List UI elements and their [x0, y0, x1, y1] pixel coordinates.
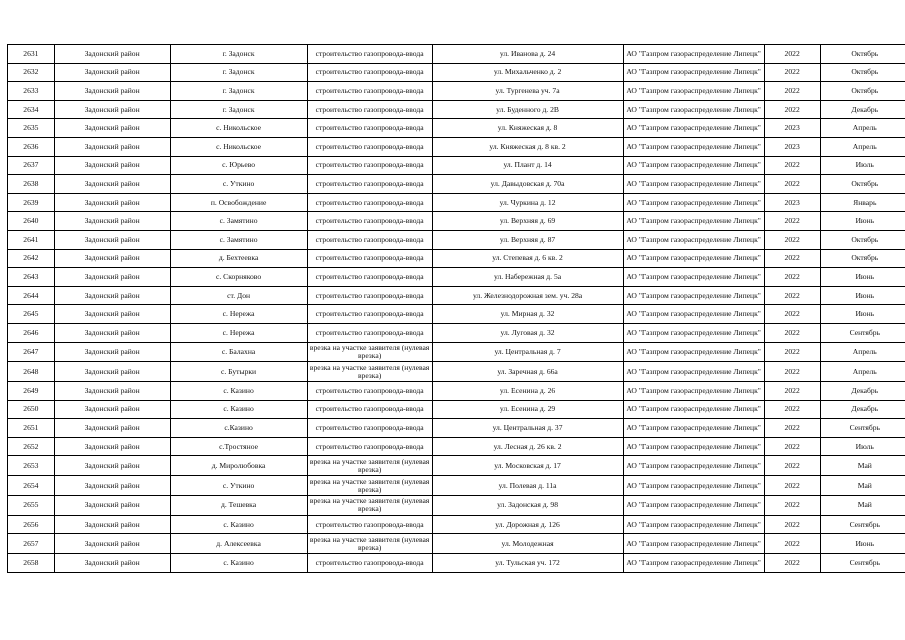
table-row: [8, 249, 905, 268]
month-cell: Июнь: [820, 286, 905, 305]
row-number-cell: 2646: [8, 323, 55, 342]
work-type-cell: строительство газопровода-ввода: [307, 63, 432, 82]
work-type-cell: строительство газопровода-ввода: [307, 400, 432, 419]
month-cell: Октябрь: [820, 45, 905, 64]
organization-cell: АО "Газпром газораспределение Липецк": [623, 382, 764, 401]
work-type-cell: строительство газопровода-ввода: [307, 249, 432, 268]
work-type-cell: строительство газопровода-ввода: [307, 212, 432, 231]
year-cell: 2022: [764, 323, 820, 342]
row-number-cell: 2634: [8, 100, 55, 119]
row-number-cell: 2652: [8, 437, 55, 456]
settlement-cell: с. Никольское: [170, 119, 307, 138]
address-cell: ул. Михальченко д. 2: [432, 63, 623, 82]
district-cell: Задонский район: [54, 515, 170, 534]
month-cell: Сентябрь: [820, 515, 905, 534]
row-number-cell: 2657: [8, 534, 55, 554]
address-cell: ул. Буденного д. 2В: [432, 100, 623, 119]
organization-cell: АО "Газпром газораспределение Липецк": [623, 534, 764, 554]
month-cell: Апрель: [820, 119, 905, 138]
month-cell: Май: [820, 496, 905, 516]
year-cell: 2022: [764, 268, 820, 287]
work-type-cell: врезка на участке заявителя (нулевая врезка): [307, 362, 432, 382]
table-row: [8, 63, 905, 82]
organization-cell: АО "Газпром газораспределение Липецк": [623, 437, 764, 456]
address-cell: ул. Московская д. 17: [432, 456, 623, 476]
organization-cell: АО "Газпром газораспределение Липецк": [623, 305, 764, 324]
gasification-table: [7, 44, 905, 573]
address-cell: ул. Центральная д. 37: [432, 419, 623, 438]
settlement-cell: д. Бехтеевка: [170, 249, 307, 268]
table-row: [8, 554, 905, 573]
month-cell: Декабрь: [820, 382, 905, 401]
district-cell: Задонский район: [54, 382, 170, 401]
month-cell: Апрель: [820, 137, 905, 156]
row-number-cell: 2647: [8, 342, 55, 362]
row-number-cell: 2632: [8, 63, 55, 82]
address-cell: ул. Заречная д. 66а: [432, 362, 623, 382]
year-cell: 2022: [764, 515, 820, 534]
settlement-cell: с. Скорняково: [170, 268, 307, 287]
settlement-cell: г. Задонск: [170, 63, 307, 82]
month-cell: Октябрь: [820, 249, 905, 268]
address-cell: ул. Тургенева уч. 7а: [432, 82, 623, 101]
month-cell: Июнь: [820, 212, 905, 231]
address-cell: ул. Дорожная д. 126: [432, 515, 623, 534]
month-cell: Октябрь: [820, 175, 905, 194]
month-cell: Январь: [820, 193, 905, 212]
table-row: [8, 419, 905, 438]
month-cell: Декабрь: [820, 400, 905, 419]
year-cell: 2022: [764, 419, 820, 438]
row-number-cell: 2656: [8, 515, 55, 534]
row-number-cell: 2653: [8, 456, 55, 476]
organization-cell: АО "Газпром газораспределение Липецк": [623, 230, 764, 249]
month-cell: Апрель: [820, 342, 905, 362]
district-cell: Задонский район: [54, 63, 170, 82]
table-row: [8, 515, 905, 534]
address-cell: ул. Мирная д. 32: [432, 305, 623, 324]
address-cell: ул. Задонская д. 98: [432, 496, 623, 516]
settlement-cell: с. Балахна: [170, 342, 307, 362]
organization-cell: АО "Газпром газораспределение Липецк": [623, 476, 764, 496]
work-type-cell: строительство газопровода-ввода: [307, 554, 432, 573]
organization-cell: АО "Газпром газораспределение Липецк": [623, 362, 764, 382]
row-number-cell: 2658: [8, 554, 55, 573]
row-number-cell: 2636: [8, 137, 55, 156]
table-row: [8, 82, 905, 101]
table-row: [8, 268, 905, 287]
month-cell: Октябрь: [820, 230, 905, 249]
address-cell: ул. Чуркина д. 12: [432, 193, 623, 212]
table-row: [8, 175, 905, 194]
year-cell: 2022: [764, 554, 820, 573]
row-number-cell: 2651: [8, 419, 55, 438]
table-row: [8, 137, 905, 156]
table-row: [8, 45, 905, 64]
year-cell: 2022: [764, 342, 820, 362]
month-cell: Май: [820, 456, 905, 476]
year-cell: 2022: [764, 63, 820, 82]
work-type-cell: врезка на участке заявителя (нулевая врезка): [307, 496, 432, 516]
address-cell: ул. Верхняя д. 87: [432, 230, 623, 249]
table-row: [8, 156, 905, 175]
year-cell: 2022: [764, 362, 820, 382]
work-type-cell: строительство газопровода-ввода: [307, 175, 432, 194]
address-cell: ул. Княжеская д. 8: [432, 119, 623, 138]
work-type-cell: врезка на участке заявителя (нулевая врезка): [307, 456, 432, 476]
settlement-cell: с.Тростяное: [170, 437, 307, 456]
settlement-cell: с. Юрьево: [170, 156, 307, 175]
table-row: [8, 323, 905, 342]
district-cell: Задонский район: [54, 286, 170, 305]
year-cell: 2022: [764, 382, 820, 401]
settlement-cell: с. Уткино: [170, 175, 307, 194]
month-cell: Июнь: [820, 305, 905, 324]
table-body: [8, 45, 905, 573]
month-cell: Июнь: [820, 268, 905, 287]
month-cell: Май: [820, 476, 905, 496]
row-number-cell: 2644: [8, 286, 55, 305]
table-row: [8, 100, 905, 119]
year-cell: 2022: [764, 437, 820, 456]
work-type-cell: строительство газопровода-ввода: [307, 156, 432, 175]
settlement-cell: с. Казино: [170, 382, 307, 401]
district-cell: Задонский район: [54, 456, 170, 476]
address-cell: ул. Иванова д. 24: [432, 45, 623, 64]
address-cell: ул. Полевая д. 11а: [432, 476, 623, 496]
table-row: [8, 382, 905, 401]
district-cell: Задонский район: [54, 193, 170, 212]
month-cell: Октябрь: [820, 82, 905, 101]
work-type-cell: строительство газопровода-ввода: [307, 437, 432, 456]
work-type-cell: строительство газопровода-ввода: [307, 100, 432, 119]
district-cell: Задонский район: [54, 362, 170, 382]
address-cell: ул. Степевая д. 6 кв. 2: [432, 249, 623, 268]
work-type-cell: строительство газопровода-ввода: [307, 45, 432, 64]
row-number-cell: 2649: [8, 382, 55, 401]
table-row: [8, 212, 905, 231]
year-cell: 2022: [764, 305, 820, 324]
district-cell: Задонский район: [54, 119, 170, 138]
settlement-cell: д. Алексеевка: [170, 534, 307, 554]
organization-cell: АО "Газпром газораспределение Липецк": [623, 137, 764, 156]
year-cell: 2022: [764, 456, 820, 476]
address-cell: ул. Железнодорожная зем. уч. 28а: [432, 286, 623, 305]
table-row: [8, 400, 905, 419]
district-cell: Задонский район: [54, 419, 170, 438]
year-cell: 2022: [764, 230, 820, 249]
settlement-cell: г. Задонск: [170, 82, 307, 101]
work-type-cell: строительство газопровода-ввода: [307, 268, 432, 287]
work-type-cell: врезка на участке заявителя (нулевая врезка): [307, 476, 432, 496]
organization-cell: АО "Газпром газораспределение Липецк": [623, 323, 764, 342]
settlement-cell: с. Никольское: [170, 137, 307, 156]
organization-cell: АО "Газпром газораспределение Липецк": [623, 400, 764, 419]
year-cell: 2022: [764, 212, 820, 231]
district-cell: Задонский район: [54, 82, 170, 101]
month-cell: Сентябрь: [820, 554, 905, 573]
district-cell: Задонский район: [54, 496, 170, 516]
year-cell: 2022: [764, 534, 820, 554]
row-number-cell: 2637: [8, 156, 55, 175]
address-cell: ул. Есенина д. 29: [432, 400, 623, 419]
organization-cell: АО "Газпром газораспределение Липецк": [623, 554, 764, 573]
year-cell: 2022: [764, 156, 820, 175]
settlement-cell: д. Тешевка: [170, 496, 307, 516]
row-number-cell: 2641: [8, 230, 55, 249]
work-type-cell: строительство газопровода-ввода: [307, 230, 432, 249]
settlement-cell: с. Нережа: [170, 305, 307, 324]
organization-cell: АО "Газпром газораспределение Липецк": [623, 419, 764, 438]
settlement-cell: ст. Дон: [170, 286, 307, 305]
row-number-cell: 2642: [8, 249, 55, 268]
work-type-cell: строительство газопровода-ввода: [307, 286, 432, 305]
address-cell: ул. Луговая д. 32: [432, 323, 623, 342]
address-cell: ул. Тульская уч. 172: [432, 554, 623, 573]
district-cell: Задонский район: [54, 534, 170, 554]
month-cell: Октябрь: [820, 63, 905, 82]
organization-cell: АО "Газпром газораспределение Липецк": [623, 156, 764, 175]
year-cell: 2022: [764, 175, 820, 194]
district-cell: Задонский район: [54, 437, 170, 456]
settlement-cell: с. Замятино: [170, 230, 307, 249]
address-cell: ул. Лесная д. 26 кв. 2: [432, 437, 623, 456]
work-type-cell: строительство газопровода-ввода: [307, 193, 432, 212]
settlement-cell: с. Казино: [170, 554, 307, 573]
year-cell: 2023: [764, 119, 820, 138]
settlement-cell: г. Задонск: [170, 45, 307, 64]
work-type-cell: врезка на участке заявителя (нулевая врезка): [307, 342, 432, 362]
year-cell: 2022: [764, 476, 820, 496]
district-cell: Задонский район: [54, 476, 170, 496]
address-cell: ул. Набережная д. 5а: [432, 268, 623, 287]
month-cell: Июль: [820, 156, 905, 175]
work-type-cell: строительство газопровода-ввода: [307, 119, 432, 138]
row-number-cell: 2654: [8, 476, 55, 496]
organization-cell: АО "Газпром газораспределение Липецк": [623, 119, 764, 138]
table-row: [8, 193, 905, 212]
settlement-cell: с. Замятино: [170, 212, 307, 231]
row-number-cell: 2631: [8, 45, 55, 64]
address-cell: ул. Княжеская д. 8 кв. 2: [432, 137, 623, 156]
table-row: [8, 476, 905, 496]
settlement-cell: г. Задонск: [170, 100, 307, 119]
district-cell: Задонский район: [54, 554, 170, 573]
organization-cell: АО "Газпром газораспределение Липецк": [623, 63, 764, 82]
row-number-cell: 2645: [8, 305, 55, 324]
row-number-cell: 2643: [8, 268, 55, 287]
organization-cell: АО "Газпром газораспределение Липецк": [623, 175, 764, 194]
document-sheet: [7, 44, 905, 573]
month-cell: Сентябрь: [820, 323, 905, 342]
table-row: [8, 437, 905, 456]
work-type-cell: строительство газопровода-ввода: [307, 82, 432, 101]
address-cell: ул. Верхняя д. 69: [432, 212, 623, 231]
address-cell: ул. Есенина д. 26: [432, 382, 623, 401]
work-type-cell: строительство газопровода-ввода: [307, 323, 432, 342]
district-cell: Задонский район: [54, 175, 170, 194]
year-cell: 2023: [764, 137, 820, 156]
settlement-cell: п. Освобождение: [170, 193, 307, 212]
table-row: [8, 342, 905, 362]
organization-cell: АО "Газпром газораспределение Липецк": [623, 212, 764, 231]
organization-cell: АО "Газпром газораспределение Липецк": [623, 100, 764, 119]
settlement-cell: с. Казино: [170, 515, 307, 534]
district-cell: Задонский район: [54, 45, 170, 64]
district-cell: Задонский район: [54, 230, 170, 249]
district-cell: Задонский район: [54, 100, 170, 119]
year-cell: 2023: [764, 193, 820, 212]
work-type-cell: строительство газопровода-ввода: [307, 137, 432, 156]
address-cell: ул. Центральная д. 7: [432, 342, 623, 362]
month-cell: Июнь: [820, 534, 905, 554]
year-cell: 2022: [764, 400, 820, 419]
district-cell: Задонский район: [54, 137, 170, 156]
work-type-cell: строительство газопровода-ввода: [307, 419, 432, 438]
organization-cell: АО "Газпром газораспределение Липецк": [623, 193, 764, 212]
row-number-cell: 2638: [8, 175, 55, 194]
table-row: [8, 496, 905, 516]
month-cell: Декабрь: [820, 100, 905, 119]
month-cell: Сентябрь: [820, 419, 905, 438]
work-type-cell: строительство газопровода-ввода: [307, 382, 432, 401]
address-cell: ул. Давыдовская д. 70а: [432, 175, 623, 194]
month-cell: Июль: [820, 437, 905, 456]
address-cell: ул. Молодежная: [432, 534, 623, 554]
organization-cell: АО "Газпром газораспределение Липецк": [623, 515, 764, 534]
row-number-cell: 2633: [8, 82, 55, 101]
district-cell: Задонский район: [54, 342, 170, 362]
district-cell: Задонский район: [54, 323, 170, 342]
table-row: [8, 305, 905, 324]
year-cell: 2022: [764, 249, 820, 268]
organization-cell: АО "Газпром газораспределение Липецк": [623, 456, 764, 476]
district-cell: Задонский район: [54, 156, 170, 175]
settlement-cell: с. Казино: [170, 400, 307, 419]
table-row: [8, 362, 905, 382]
row-number-cell: 2640: [8, 212, 55, 231]
settlement-cell: с. Нережа: [170, 323, 307, 342]
year-cell: 2022: [764, 45, 820, 64]
organization-cell: АО "Газпром газораспределение Липецк": [623, 268, 764, 287]
month-cell: Апрель: [820, 362, 905, 382]
table-row: [8, 456, 905, 476]
settlement-cell: с. Бутырки: [170, 362, 307, 382]
district-cell: Задонский район: [54, 212, 170, 231]
work-type-cell: строительство газопровода-ввода: [307, 515, 432, 534]
year-cell: 2022: [764, 286, 820, 305]
row-number-cell: 2655: [8, 496, 55, 516]
organization-cell: АО "Газпром газораспределение Липецк": [623, 286, 764, 305]
year-cell: 2022: [764, 496, 820, 516]
district-cell: Задонский район: [54, 400, 170, 419]
organization-cell: АО "Газпром газораспределение Липецк": [623, 82, 764, 101]
year-cell: 2022: [764, 100, 820, 119]
organization-cell: АО "Газпром газораспределение Липецк": [623, 249, 764, 268]
settlement-cell: с. Уткино: [170, 476, 307, 496]
row-number-cell: 2648: [8, 362, 55, 382]
table-row: [8, 230, 905, 249]
work-type-cell: врезка на участке заявителя (нулевая врезка): [307, 534, 432, 554]
settlement-cell: д. Миролюбовка: [170, 456, 307, 476]
address-cell: ул. Плант д. 14: [432, 156, 623, 175]
row-number-cell: 2650: [8, 400, 55, 419]
settlement-cell: с.Казино: [170, 419, 307, 438]
table-row: [8, 119, 905, 138]
district-cell: Задонский район: [54, 268, 170, 287]
table-row: [8, 534, 905, 554]
organization-cell: АО "Газпром газораспределение Липецк": [623, 45, 764, 64]
row-number-cell: 2635: [8, 119, 55, 138]
year-cell: 2022: [764, 82, 820, 101]
organization-cell: АО "Газпром газораспределение Липецк": [623, 496, 764, 516]
organization-cell: АО "Газпром газораспределение Липецк": [623, 342, 764, 362]
work-type-cell: строительство газопровода-ввода: [307, 305, 432, 324]
row-number-cell: 2639: [8, 193, 55, 212]
table-row: [8, 286, 905, 305]
district-cell: Задонский район: [54, 249, 170, 268]
district-cell: Задонский район: [54, 305, 170, 324]
